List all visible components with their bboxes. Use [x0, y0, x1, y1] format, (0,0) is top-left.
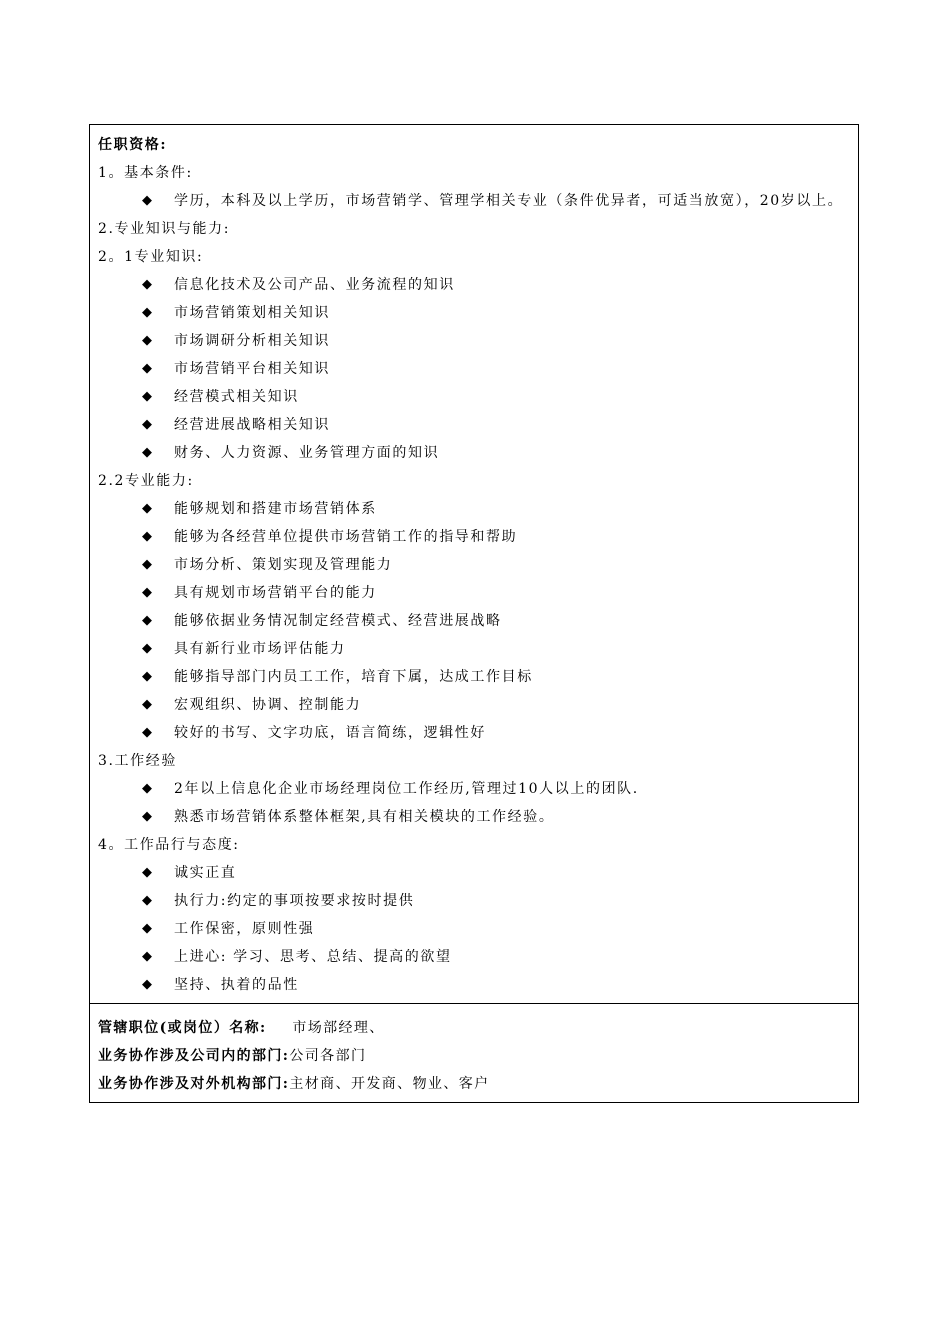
management-cell: [90, 1004, 858, 1102]
diamond-bullet-icon: ◆: [142, 501, 154, 516]
skills-heading: 2.专业知识与能力:: [98, 221, 231, 237]
list-item-text: 经营进展战略相关知识: [174, 417, 330, 433]
list-item: [98, 607, 850, 635]
diamond-bullet-icon: ◆: [142, 669, 154, 684]
list-item-text: 市场营销平台相关知识: [174, 361, 330, 377]
list-item: [98, 971, 850, 999]
diamond-bullet-icon: ◆: [142, 529, 154, 544]
list-item-text: 工作保密，原则性强: [174, 921, 315, 937]
list-item-text: 诚实正直: [174, 865, 237, 881]
diamond-bullet-icon: ◆: [142, 557, 154, 572]
diamond-bullet-icon: ◆: [142, 445, 154, 460]
list-item-text: 具有新行业市场评估能力: [174, 641, 346, 657]
list-item-text: 能够指导部门内员工工作，培育下属，达成工作目标: [174, 669, 533, 685]
external-departments-row: [98, 1070, 850, 1098]
list-item: [98, 915, 850, 943]
diamond-bullet-icon: ◆: [142, 389, 154, 404]
diamond-bullet-icon: ◆: [142, 277, 154, 292]
diamond-bullet-icon: ◆: [142, 417, 154, 432]
list-item-text: 能够依据业务情况制定经营模式、经营进展战略: [174, 613, 502, 629]
list-item-text: 能够规划和搭建市场营销体系: [174, 501, 377, 517]
list-item-text: 市场营销策划相关知识: [174, 305, 330, 321]
list-item: [98, 439, 850, 467]
diamond-bullet-icon: ◆: [142, 697, 154, 712]
list-item-text: 信息化技术及公司产品、业务流程的知识: [174, 277, 455, 293]
list-item: [98, 383, 850, 411]
list-item: [98, 299, 850, 327]
diamond-bullet-icon: ◆: [142, 977, 154, 992]
list-item-text: 宏观组织、协调、控制能力: [174, 697, 362, 713]
list-item: [98, 691, 850, 719]
list-item-text: 坚持、执着的品性: [174, 977, 299, 993]
list-item: [98, 579, 850, 607]
list-item-text: 较好的书写、文字功底，语言简练，逻辑性好: [174, 725, 486, 741]
list-item-text: 市场调研分析相关知识: [174, 333, 330, 349]
external-departments-label: 业务协作涉及对外机构部门:: [98, 1076, 290, 1092]
list-item: [98, 635, 850, 663]
list-item: [98, 887, 850, 915]
knowledge-heading: 2。1专业知识:: [98, 249, 204, 265]
list-item: [98, 411, 850, 439]
diamond-bullet-icon: ◆: [142, 613, 154, 628]
external-departments-value: 主材商、开发商、物业、客户: [289, 1076, 490, 1092]
diamond-bullet-icon: ◆: [142, 949, 154, 964]
basic-conditions-heading: 1。基本条件:: [98, 165, 193, 181]
list-item: [98, 719, 850, 747]
list-item: [98, 523, 850, 551]
diamond-bullet-icon: ◆: [142, 193, 154, 208]
list-item-text: 2年以上信息化企业市场经理岗位工作经历,管理过10人以上的团队.: [174, 781, 639, 797]
diamond-bullet-icon: ◆: [142, 781, 154, 796]
list-item: [98, 327, 850, 355]
list-item: [98, 551, 850, 579]
diamond-bullet-icon: ◆: [142, 893, 154, 908]
list-item: [98, 187, 850, 215]
diamond-bullet-icon: ◆: [142, 305, 154, 320]
list-item-text: 财务、人力资源、业务管理方面的知识: [174, 445, 440, 461]
list-item-text: 上进心: 学习、思考、总结、提高的欲望: [174, 949, 452, 965]
diamond-bullet-icon: ◆: [142, 585, 154, 600]
ability-heading: 2.2专业能力:: [98, 473, 194, 489]
diamond-bullet-icon: ◆: [142, 333, 154, 348]
diamond-bullet-icon: ◆: [142, 725, 154, 740]
managed-positions-label: 管辖职位(或岗位）名称:: [98, 1020, 267, 1036]
internal-departments-value: 公司各部门: [289, 1048, 367, 1064]
list-item: [98, 859, 850, 887]
internal-departments-label: 业务协作涉及公司内的部门:: [98, 1048, 290, 1064]
list-item-text: 熟悉市场营销体系整体框架,具有相关模块的工作经验。: [174, 809, 555, 825]
list-item: [98, 355, 850, 383]
list-item-text: 学历，本科及以上学历，市场营销学、管理学相关专业（条件优异者，可适当放宽），20岁以上。: [174, 193, 844, 209]
internal-departments-row: [98, 1042, 850, 1070]
list-item-text: 市场分析、策划实现及管理能力: [174, 557, 393, 573]
managed-positions-value: 市场部经理、: [292, 1020, 385, 1036]
list-item: [98, 803, 850, 831]
list-item-text: 具有规划市场营销平台的能力: [174, 585, 377, 601]
diamond-bullet-icon: ◆: [142, 865, 154, 880]
list-item-text: 执行力:约定的事项按要求按时提供: [174, 893, 415, 909]
diamond-bullet-icon: ◆: [142, 361, 154, 376]
list-item: [98, 495, 850, 523]
list-item: [98, 775, 850, 803]
experience-heading: 3.工作经验: [98, 753, 177, 769]
list-item: [98, 663, 850, 691]
qualifications-cell: [90, 125, 858, 1004]
list-item-text: 经营模式相关知识: [174, 389, 299, 405]
list-item: [98, 943, 850, 971]
qualifications-title: 任职资格:: [98, 137, 168, 153]
job-requirements-table: [89, 124, 859, 1103]
diamond-bullet-icon: ◆: [142, 921, 154, 936]
diamond-bullet-icon: ◆: [142, 809, 154, 824]
managed-positions-row: [98, 1014, 850, 1042]
list-item: [98, 271, 850, 299]
list-item-text: 能够为各经营单位提供市场营销工作的指导和帮助: [174, 529, 518, 545]
diamond-bullet-icon: ◆: [142, 641, 154, 656]
conduct-heading: 4。工作品行与态度:: [98, 837, 240, 853]
